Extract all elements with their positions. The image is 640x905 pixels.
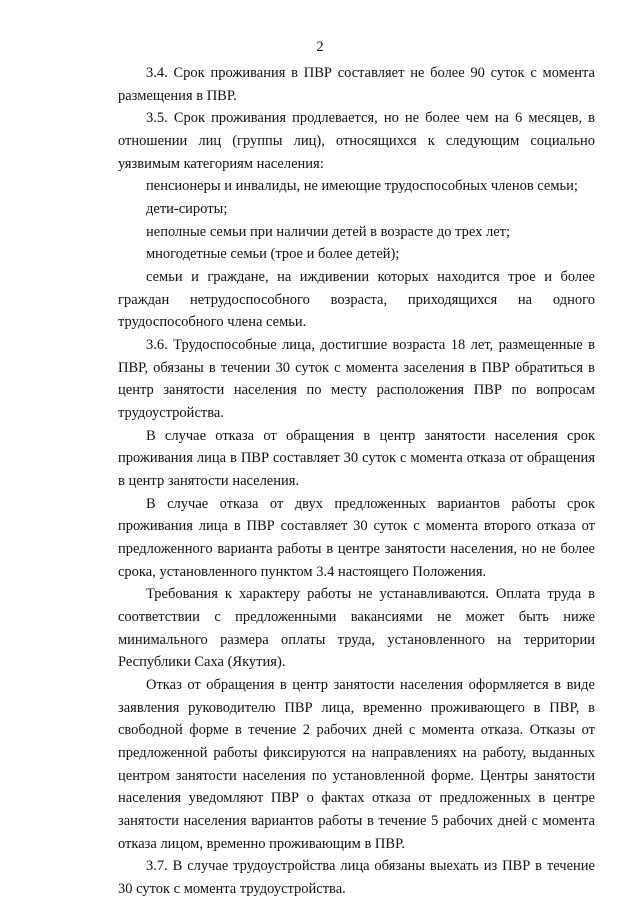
text-line: предложенного варианта работы в центре занятости населения, но не более <box>118 541 595 557</box>
text-line: минимального размера оплаты труда, установленного на территории <box>118 631 595 648</box>
text-line: Республики Саха (Якутия). <box>118 654 286 671</box>
text-line: трудоустройства. <box>118 405 224 421</box>
text-line: заявления руководителю ПВР лица, временно проживающего в ПВР, в <box>118 699 595 716</box>
text-line: 3.7. В случае трудоустройства лица обязаны выехать из ПВР в течение <box>146 858 595 875</box>
text-line: В случае отказа от обращения в центр занятости населения срок <box>146 427 595 444</box>
text-line: центром занятости населения по установленной форме. Центры занятости <box>118 767 595 784</box>
text-line: 3.4. Срок проживания в ПВР составляет не более 90 суток с момента <box>146 65 595 81</box>
text-line: ПВР, обязаны в течении 30 суток с момента заселения в ПВР обратиться в <box>118 359 595 376</box>
text-line: В случае отказа от двух предложенных вариантов работы срок <box>146 495 595 512</box>
text-line: соответствии с предложенными вакансиями не может быть ниже <box>118 609 595 625</box>
list-item: семьи и граждане, на иждивении которых находится трое и более <box>146 269 595 285</box>
text-line: 30 суток с момента трудоустройства. <box>118 881 346 897</box>
text-line: граждан нетрудоспособного возраста, приходящихся на одного <box>118 291 595 308</box>
text-line: размещения в ПВР. <box>118 87 237 104</box>
list-item: многодетные семьи (трое и более детей); <box>146 246 400 263</box>
text-line: 3.5. Срок проживания продлевается, но не более чем на 6 месяцев, в <box>146 110 595 127</box>
text-line: Требования к характеру работы не устанавливаются. Оплата труда в <box>146 586 595 603</box>
list-item: неполные семьи при наличии детей в возрасте до трех лет; <box>146 223 511 240</box>
text-line: трудоспособного члена семьи. <box>118 314 307 331</box>
list-item: дети-сироты; <box>146 201 228 217</box>
list-item: пенсионеры и инвалиды, не имеющие трудоспособных членов семьи; <box>146 178 578 195</box>
text-line: занятости населения вариантов работы в течение 5 рабочих дней с момента <box>118 813 595 829</box>
page-number: 2 <box>316 39 324 55</box>
text-line: предложенной работы фиксируются на направлениях на работу, выданных <box>118 745 595 761</box>
text-line: Отказ от обращения в центр занятости населения оформляется в виде <box>146 677 595 693</box>
text-line: в центр занятости населения. <box>118 473 300 489</box>
text-line: уязвимым категориям населения: <box>118 155 324 172</box>
text-line: срока, установленного пунктом 3.4 настоящего Положения. <box>118 563 487 580</box>
text-line: центр занятости населения по месту расположения ПВР по вопросам <box>118 382 595 399</box>
text-line: проживания лица в ПВР составляет 30 суток с момента отказа от обращения <box>118 450 595 467</box>
text-line: 3.6. Трудоспособные лица, достигшие возраста 18 лет, размещенные в <box>146 337 595 353</box>
text-line: отказа лицом, временно проживающим в ПВР. <box>118 835 405 852</box>
text-line: населения уведомляют ПВР о фактах отказа от предложенных в центре <box>118 790 595 807</box>
text-line: проживания лица в ПВР составляет 30 суток с момента второго отказа от <box>118 518 595 535</box>
text-line: отношении лиц (группы лиц), относящихся к следующим социально <box>118 133 595 149</box>
text-line: свободной форме в течение 2 рабочих дней с момента отказа. Отказы от <box>118 722 595 739</box>
